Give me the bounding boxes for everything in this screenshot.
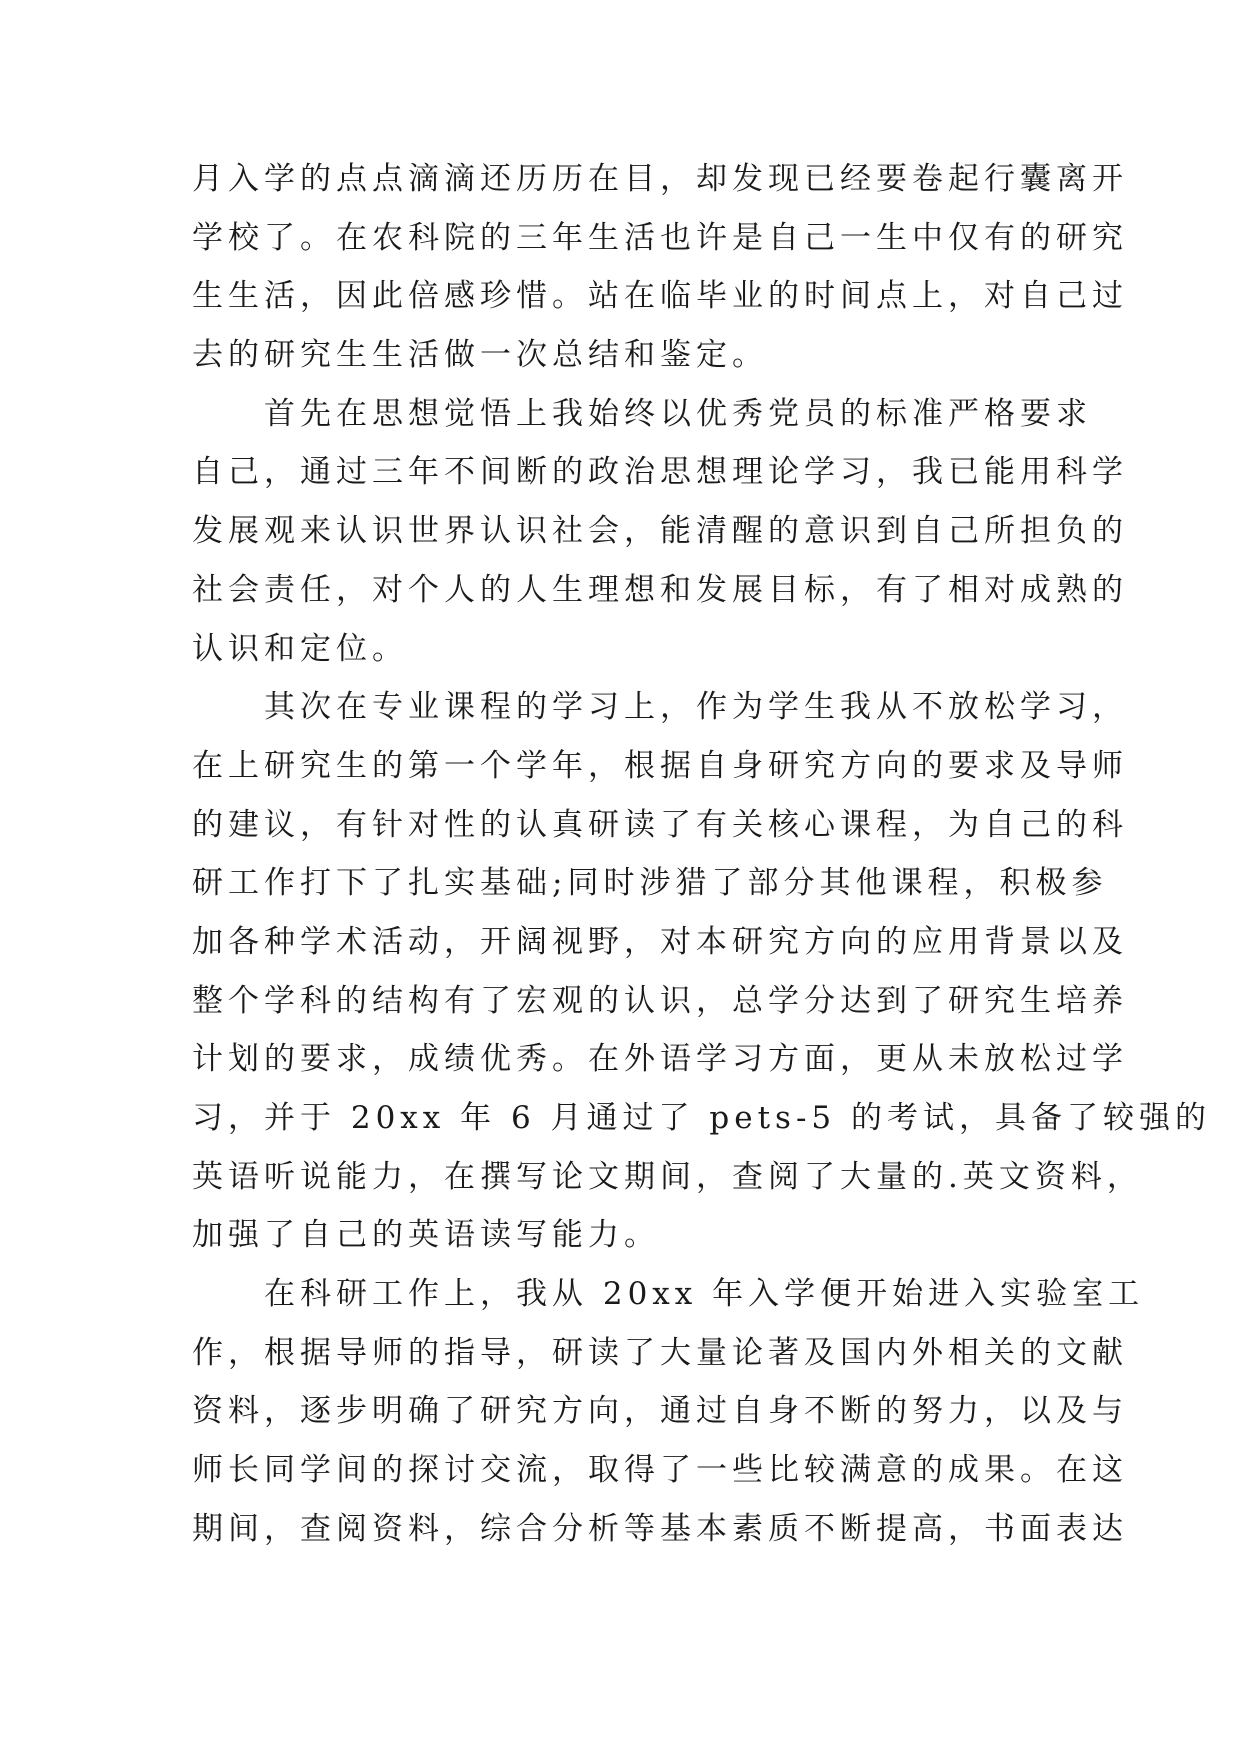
text-line: 发展观来认识世界认识社会，能清醒的意识到自己所担负的 xyxy=(192,513,1128,550)
text-line: 加各种学术活动，开阔视野，对本研究方向的应用背景以及 xyxy=(192,923,1128,960)
text-line: 自己，通过三年不间断的政治思想理论学习，我已能用科学 xyxy=(192,454,1128,491)
text-line: 计划的要求，成绩优秀。在外语学习方面，更从未放松过学 xyxy=(192,1041,1128,1078)
text-line: 习，并于 20xx 年 6 月通过了 pets-5 的考试，具备了较强的 xyxy=(192,1100,1212,1136)
text-line: 社会责任，对个人的人生理想和发展目标，有了相对成熟的 xyxy=(192,571,1128,608)
text-line: 其次在专业课程的学习上，作为学生我从不放松学习， xyxy=(192,689,1128,726)
text-line: 英语听说能力，在撰写论文期间，查阅了大量的.英文资料， xyxy=(192,1158,1143,1195)
text-line: 加强了自己的英语读写能力。 xyxy=(192,1217,660,1254)
text-line: 去的研究生生活做一次总结和鉴定。 xyxy=(192,337,768,374)
text-line: 月入学的点点滴滴还历历在目，却发现已经要卷起行囊离开 xyxy=(192,161,1128,197)
text-line: 资料，逐步明确了研究方向，通过自身不断的努力，以及与 xyxy=(192,1393,1128,1430)
text-line: 在上研究生的第一个学年，根据自身研究方向的要求及导师 xyxy=(192,747,1128,784)
text-line: 整个学科的结构有了宏观的认识，总学分达到了研究生培养 xyxy=(192,982,1128,1019)
text-line: 的建议，有针对性的认真研读了有关核心课程，为自己的科 xyxy=(192,806,1128,843)
text-line: 期间，查阅资料，综合分析等基本素质不断提高，书面表达 xyxy=(192,1510,1128,1547)
text-line: 首先在思想觉悟上我始终以优秀党员的标准严格要求 xyxy=(192,395,1092,432)
text-line: 作，根据导师的指导，研读了大量论著及国内外相关的文献 xyxy=(192,1334,1128,1371)
text-line: 学校了。在农科院的三年生活也许是自己一生中仅有的研究 xyxy=(192,219,1128,256)
text-line: 研工作打下了扎实基础;同时涉猎了部分其他课程，积极参 xyxy=(192,865,1108,902)
text-line: 生生活，因此倍感珍惜。站在临毕业的时间点上，对自己过 xyxy=(192,278,1128,315)
text-line: 在科研工作上，我从 20xx 年入学便开始进入实验室工 xyxy=(192,1276,1145,1313)
text-line: 认识和定位。 xyxy=(192,630,408,667)
text-line: 师长同学间的探讨交流，取得了一些比较满意的成果。在这 xyxy=(192,1452,1128,1489)
document-body xyxy=(192,150,1212,1559)
